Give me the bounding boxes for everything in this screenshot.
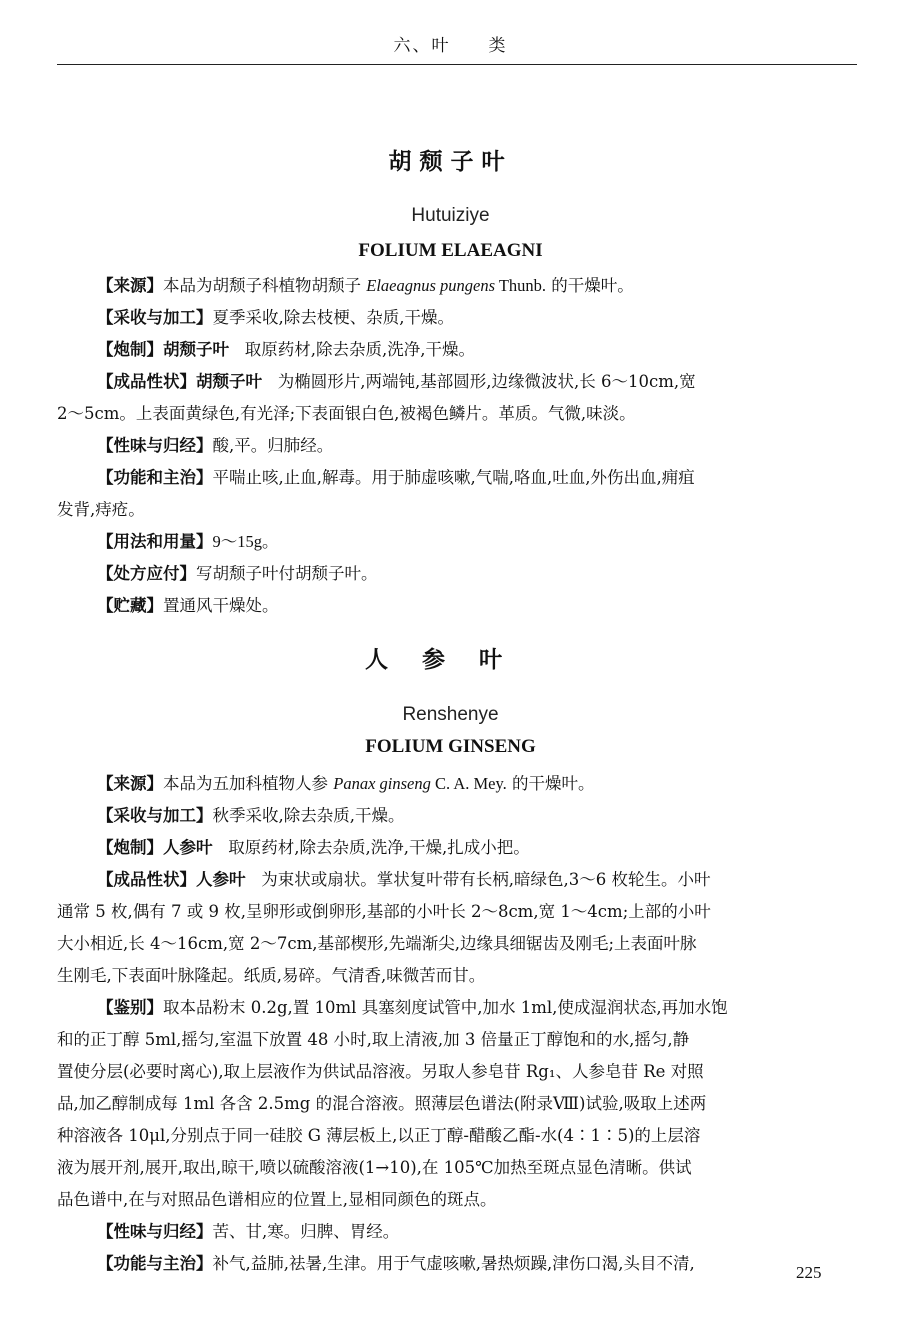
page-number: 225 bbox=[796, 1263, 822, 1282]
entry-dosage: 【用法和用量】9～15g。 bbox=[97, 532, 279, 551]
entry-label: 【采收与加工】 bbox=[97, 308, 213, 327]
entry-label: 【性味与归经】 bbox=[97, 436, 213, 455]
entry-function: 【功能与主治】补气,益肺,祛暑,生津。用于气虚咳嗽,暑热烦躁,津伤口渴,头目不清, bbox=[97, 1254, 695, 1273]
species-name: Panax ginseng bbox=[333, 774, 431, 793]
entry-identification: 【鉴别】取本品粉末 0.2g,置 10ml 具塞刻度试管中,加水 1ml,使成湿润状态,再加水饱 和的正丁醇 5ml,摇匀,室温下放置 48 小时,取上清液,加 3 倍量正丁醇饱和的水,摇匀,静 置使分层(必要时离心),取上层液作为供试品溶液。另取人参皂苷 Rg₁、人参皂苷 Re 对照 品,加乙醇制成每 1ml 各含 2.5mg 的混合溶液。照薄层色谱法(附录Ⅷ)试验,吸取上述两 种溶液各 10μl,分别点于同一硅胶 G 薄层板上,以正丁醇-醋酸乙酯-水(4∶1∶5)的上层溶 液为展开剂,展开,取出,晾干,喷以硫酸溶液(1→10),在 105℃加热至斑点显色清晰。供试 品色谱中,在与对照品色谱相应的位置上,显相同颜色的斑点。 bbox=[57, 998, 728, 1209]
entry-label: 【炮制】 bbox=[97, 340, 163, 359]
entry-harvest: 【采收与加工】秋季采收,除去杂质,干燥。 bbox=[97, 806, 405, 825]
running-head bbox=[0, 31, 901, 56]
monograph-entries bbox=[57, 270, 857, 622]
entry-label: 【功能和主治】 bbox=[97, 468, 213, 487]
entry-label: 【性味与归经】 bbox=[97, 1222, 213, 1241]
monograph-pinyin: Renshenye bbox=[402, 704, 499, 725]
entry-function: 【功能和主治】平喘止咳,止血,解毒。用于肺虚咳嗽,气喘,咯血,吐血,外伤出血,痈疽 发背,痔疮。 bbox=[57, 468, 695, 519]
entry-label: 【来源】 bbox=[97, 276, 163, 295]
entry-properties: 【成品性状】胡颓子叶 为椭圆形片,两端钝,基部圆形,边缘微波状,长 6～10cm,宽 2～5cm。上表面黄绿色,有光泽;下表面银白色,被褐色鳞片。革质。气微,味淡。 bbox=[57, 372, 696, 423]
entry-label: 【成品性状】 bbox=[97, 372, 196, 391]
entry-nature: 【性味与归经】酸,平。归肺经。 bbox=[97, 436, 334, 455]
entry-label: 【成品性状】 bbox=[97, 870, 196, 889]
running-head-left: 六、叶 bbox=[393, 36, 451, 56]
entry-source: 【来源】本品为五加科植物人参 Panax ginseng C. A. Mey. 的干燥叶。 bbox=[97, 774, 595, 793]
entry-label: 【采收与加工】 bbox=[97, 806, 213, 825]
header-rule bbox=[57, 64, 857, 65]
entry-processing: 【炮制】胡颓子叶 取原药材,除去杂质,洗净,干燥。 bbox=[97, 340, 475, 359]
monograph-pinyin: Hutuiziye bbox=[411, 205, 490, 226]
entry-properties: 【成品性状】人参叶 为束状或扇状。掌状复叶带有长柄,暗绿色,3～6 枚轮生。小叶 通常 5 枚,偶有 7 或 9 枚,呈卵形或倒卵形,基部的小叶长 2～8cm,宽 1～4cm;上部的小叶 大小相近,长 4～16cm,宽 2～7cm,基部楔形,先端渐尖,边缘具细锯齿及刚毛;上表面叶脉 生刚毛,下表面叶脉隆起。纸质,易碎。气清香,味微苦而甘。 bbox=[57, 870, 711, 985]
entry-label: 【用法和用量】 bbox=[97, 532, 213, 551]
monograph-title: 人参叶 bbox=[365, 647, 536, 673]
entry-label: 【鉴别】 bbox=[97, 998, 163, 1017]
entry-label: 【来源】 bbox=[97, 774, 163, 793]
running-head-right: 类 bbox=[488, 36, 508, 56]
entry-nature: 【性味与归经】苦、甘,寒。归脾、胃经。 bbox=[97, 1222, 400, 1241]
entry-processing: 【炮制】人参叶 取原药材,除去杂质,洗净,干燥,扎成小把。 bbox=[97, 838, 530, 857]
entry-dispensing: 【处方应付】写胡颓子叶付胡颓子叶。 bbox=[97, 564, 378, 583]
monograph-entries bbox=[57, 768, 857, 1280]
entry-harvest: 【采收与加工】夏季采收,除去枝梗、杂质,干燥。 bbox=[97, 308, 454, 327]
monograph-latin-name: FOLIUM ELAEAGNI bbox=[358, 240, 543, 261]
monograph-title: 胡颓子叶 bbox=[388, 149, 513, 175]
species-name: Elaeagnus pungens bbox=[366, 276, 496, 295]
entry-label: 【炮制】 bbox=[97, 838, 163, 857]
entry-label: 【贮藏】 bbox=[97, 596, 163, 615]
monograph-latin-name: FOLIUM GINSENG bbox=[365, 736, 536, 757]
entry-storage: 【贮藏】置通风干燥处。 bbox=[97, 596, 279, 615]
entry-label: 【功能与主治】 bbox=[97, 1254, 213, 1273]
entry-source: 【来源】本品为胡颓子科植物胡颓子 Elaeagnus pungens Thunb. 的干燥叶。 bbox=[97, 276, 634, 295]
entry-label: 【处方应付】 bbox=[97, 564, 196, 583]
